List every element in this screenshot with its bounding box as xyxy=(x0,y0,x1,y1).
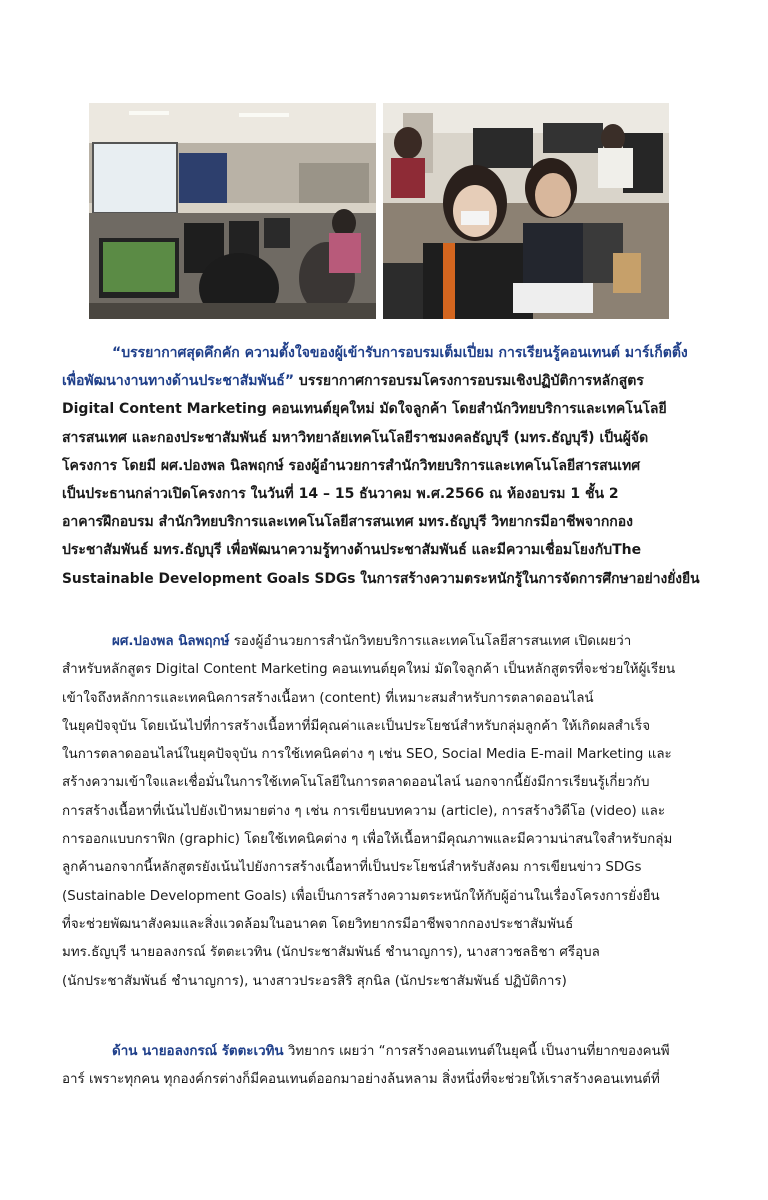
body-line: มทร.ธัญบุรี นายอลงกรณ์ รัตตะเวทิน (นักประชาสัมพันธ์ ชำนาญการ), นางสาวชลธิชา ศรีอุบล xyxy=(62,945,600,961)
body-line: สำหรับหลักสูตร Digital Content Marketing คอนเทนต์ยุคใหม่ มัดใจลูกค้า เป็นหลักสูตรที่จะช่วยให้ผู้เรียน xyxy=(62,662,676,678)
participants-image xyxy=(383,103,669,319)
body-line: สร้างความเข้าใจและเชื่อมั่นในการใช้เทคโนโลยีในการตลาดออนไลน์ นอกจากนี้ยังมีการเรียนรู้เกี่ยวกับ xyxy=(62,775,650,791)
body-line: (นักประชาสัมพันธ์ ชำนาญการ), นางสาวประอรสิริ สุกนิล (นักประชาสัมพันธ์ ปฏิบัติการ) xyxy=(62,973,567,989)
training-room-photo xyxy=(89,103,376,319)
body-line: ที่จะช่วยพัฒนาสังคมและสิ่งแวดล้อมในอนาคต โดยวิทยากรมีอาชีพจากกองประชาสัมพันธ์ xyxy=(62,916,574,932)
intro-line: สารสนเทศ และกองประชาสัมพันธ์ มหาวิทยาลัยเทคโนโลยีราชมงคลธัญบุรี (มทร.ธัญบุรี) เป็นผู้จัด xyxy=(62,429,649,446)
quote-line-1: “บรรยากาศสุดคึกคัก ความตั้งใจของผู้เข้ารับการอบรมเต็มเปี่ยม การเรียนรู้คอนเทนต์ มาร์เก็ตติ้ง xyxy=(112,345,688,361)
body-line: ในยุคปัจจุบัน โดยเน้นไปที่การสร้างเนื้อหาที่มีคุณค่าและเป็นประโยชน์สำหรับกลุ่มลูกค้า ให้เกิดผลสำเร็จ xyxy=(62,718,651,734)
speaker-name: ผศ.ปองพล นิลพฤกษ์ xyxy=(112,634,230,649)
speaker-first-line: ผศ.ปองพล นิลพฤกษ์ รองผู้อำนวยการสำนักวิทยบริการและเทคโนโลยีสารสนเทศ เปิดเผยว่า xyxy=(112,634,632,649)
training-room-image xyxy=(89,103,376,319)
speaker-name: ด้าน นายอลงกรณ์ รัตตะเวทิน xyxy=(112,1044,284,1059)
intro-line: Sustainable Development Goals SDGs ในการสร้างความตระหนักรู้ในการจัดการศึกษาอย่างยั่งยืน xyxy=(62,570,700,587)
speaker-paragraph xyxy=(62,628,706,996)
body-line: การสร้างเนื้อหาที่เน้นไปยังเป้าหมายต่าง ๆ เช่น การเขียนบทความ (article), การสร้างวิดีโอ (video) และ xyxy=(62,803,666,819)
body-line: (Sustainable Development Goals) เพื่อเป็นการสร้างความตระหนักให้กับผู้อ่านในเรื่องโครงการยั่งยืน xyxy=(62,888,660,904)
body-line: อาร์ เพราะทุกคน ทุกองค์กรต่างก็มีคอนเทนต์ออกมาอย่างล้นหลาม สิ่งหนึ่งที่จะช่วยให้เราสร้างคอนเทนต์ที่ xyxy=(62,1072,660,1088)
body-line: ในการตลาดออนไลน์ในยุคปัจจุบัน การใช้เทคนิคต่าง ๆ เช่น SEO, Social Media E-mail Marketing และ xyxy=(62,747,672,763)
intro-line: Digital Content Marketing คอนเทนต์ยุคใหม่ มัดใจลูกค้า โดยสำนักวิทยบริการและเทคโนโลยี xyxy=(62,401,667,418)
body-line: การออกแบบกราฟิก (graphic) โดยใช้เทคนิคต่าง ๆ เพื่อให้เนื้อหามีคุณภาพและมีความน่าสนใจสำหรับกลุ่ม xyxy=(62,832,673,848)
intro-line: ประชาสัมพันธ์ มทร.ธัญบุรี เพื่อพัฒนาความรู้ทางด้านประชาสัมพันธ์ และมีความเชื่อมโยงกับThe xyxy=(62,542,642,559)
body-line: ลูกค้านอกจากนี้หลักสูตรยังเน้นไปยังการสร้างเนื้อหาที่เป็นประโยชน์สำหรับสังคม การเขียนข่าว SDGs xyxy=(62,860,642,876)
participants-photo xyxy=(383,103,669,319)
intro-line: เป็นประธานกล่าวเปิดโครงการ ในวันที่ 14 – 15 ธันวาคม พ.ศ.2566 ณ ห้องอบรม 1 ชั้น 2 xyxy=(62,486,619,503)
intro-line: โครงการ โดยมี ผศ.ปองพล นิลพฤกษ์ รองผู้อำนวยการสำนักวิทยบริการและเทคโนโลยีสารสนเทศ xyxy=(62,457,641,474)
speaker-paragraph-2 xyxy=(62,1038,706,1095)
intro-line: อาคารฝึกอบรม สำนักวิทยบริการและเทคโนโลยีสารสนเทศ มทร.ธัญบุรี วิทยากรมีอาชีพจากกอง xyxy=(62,514,634,531)
quote-line-2: เพื่อพัฒนางานทางด้านประชาสัมพันธ์” บรรยากาศการอบรมโครงการอบรมเชิงปฏิบัติการหลักสูตร xyxy=(62,373,644,390)
speaker-first-line: ด้าน นายอลงกรณ์ รัตตะเวทิน วิทยากร เผยว่า “การสร้างคอนเทนต์ในยุคนี้ เป็นงานที่ยากของคนพี xyxy=(112,1044,670,1059)
intro-paragraph xyxy=(62,339,706,593)
body-line: เข้าใจถึงหลักการและเทคนิคการสร้างเนื้อหา (content) ที่เหมาะสมสำหรับการตลาดออนไลน์ xyxy=(62,690,594,706)
